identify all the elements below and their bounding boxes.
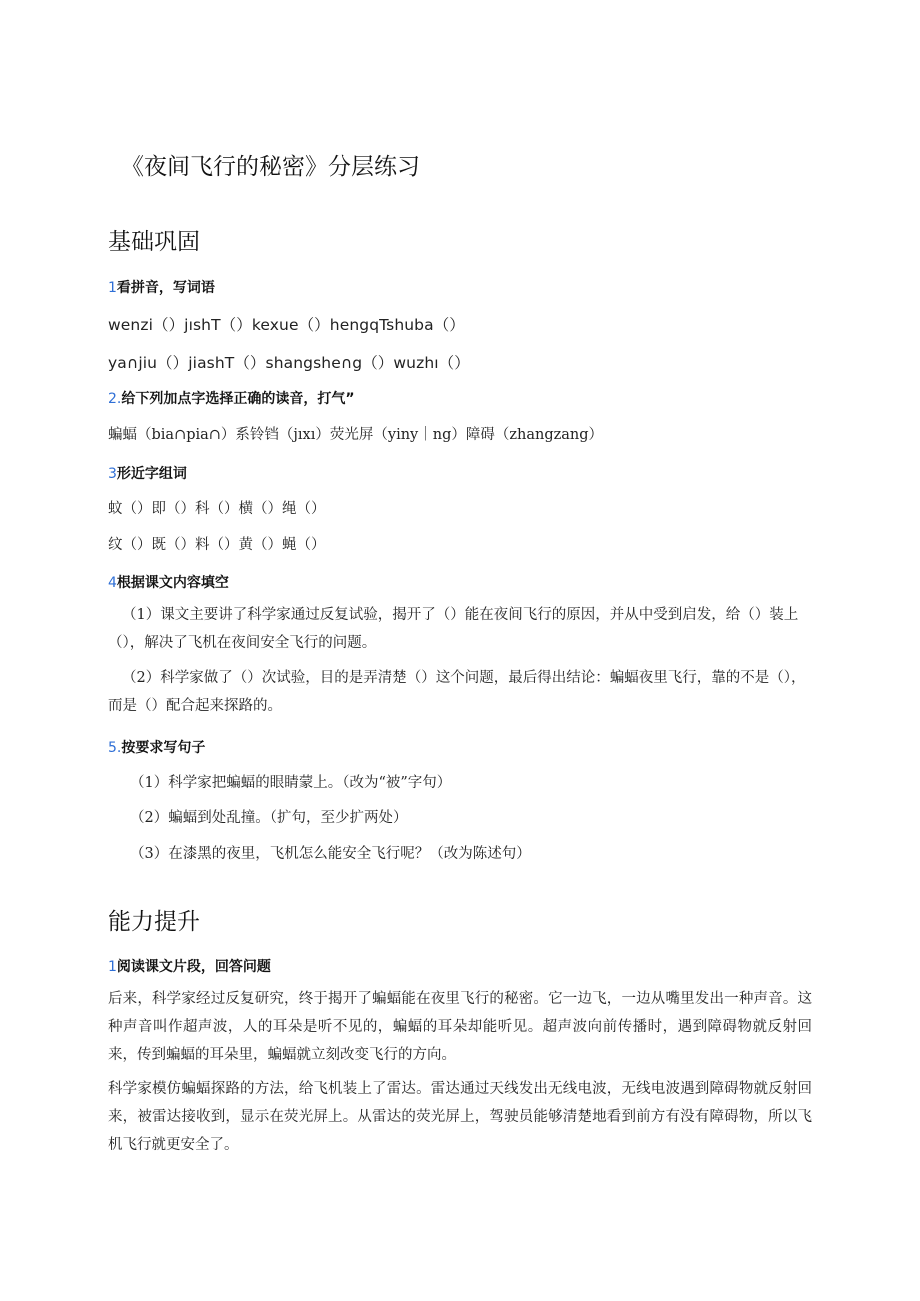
question-number: 1 <box>108 280 117 296</box>
question-3-heading <box>108 463 187 483</box>
question-2-heading <box>108 388 355 408</box>
question-number: 5. <box>108 740 122 756</box>
question-label: 给下列加点字选择正确的读音，打气” <box>121 391 355 407</box>
question-1-heading <box>108 277 215 297</box>
section-title-advanced: 能力提升 <box>108 909 200 935</box>
question-label: 阅读课文片段，回答问题 <box>116 959 271 975</box>
reading-paragraph-2: 科学家模仿蝙蝠探路的方法，给飞机装上了雷达。雷达通过天线发出无线电波，无线电波遇到障碍物就反射回来，被雷达接收到，显示在荧光屏上。从雷达的荧光屏上，驾驶员能够清楚地看到前方有没有障碍物，所以飞机飞行就更安全了。 <box>108 1081 812 1153</box>
fill-blank-item-2: （2）科学家做了（）次试验，目的是弄清楚（）这个问题，最后得出结论：蝙蝠夜里飞行，靠的不是（），而是（）配合起来探路的。 <box>108 670 806 714</box>
question-number: 1 <box>108 959 117 975</box>
char-group-line-1: 蚊（）即（）科（）横（）绳（） <box>108 501 326 517</box>
page-title: 《夜间飞行的秘密》分层练习 <box>121 154 420 180</box>
pinyin-line-2: ya∩jiu（）jiashT（）shangshe∩g（）wuzhı（） <box>108 354 470 372</box>
sentence-task-2: （2）蝙蝠到处乱撞。（扩句，至少扩两处） <box>130 810 408 826</box>
reading-paragraph-1: 后来，科学家经过反复研究，终于揭开了蝙蝠能在夜里飞行的秘密。它一边飞，一边从嘴里发出一种声音。这种声音叫作超声波，人的耳朵是听不见的，蝙蝠的耳朵却能听见。超声波向前传播时，遇到障碍物就反射回来，传到蝙蝠的耳朵里，蝙蝠就立刻改变飞行的方向。 <box>108 991 812 1063</box>
question-label: 形近字组词 <box>116 466 187 482</box>
question-5-heading <box>108 737 205 757</box>
fill-blank-item-1: （1）课文主要讲了科学家通过反复试验，揭开了（）能在夜间飞行的原因，并从中受到启发，给（）装上（），解决了飞机在夜间安全飞行的问题。 <box>108 607 799 651</box>
sentence-task-1: （1）科学家把蝙蝠的眼睛蒙上。（改为“被”字句） <box>130 775 452 791</box>
char-group-line-2: 纹（）既（）料（）黄（）蝇（） <box>108 537 326 553</box>
question-number: 4 <box>108 575 117 591</box>
pinyin-line-1: wenzi（）jıshT（）kexue（）hengqTshuba（） <box>108 316 465 334</box>
question-number: 2. <box>108 391 122 407</box>
reading-question-heading <box>108 956 271 976</box>
section-title-basic: 基础巩固 <box>108 229 200 255</box>
question-4-heading <box>108 572 229 592</box>
question-label: 看拼音，写词语 <box>116 280 215 296</box>
question-number: 3 <box>108 466 117 482</box>
pronunciation-line: 蝙蝠（bia∩pia∩）系铃铛（jıxı）荧光屏（yiny｜ng）障碍（zhangzang） <box>108 427 604 443</box>
question-label: 按要求写句子 <box>121 740 206 756</box>
question-label: 根据课文内容填空 <box>116 575 229 591</box>
sentence-task-3: （3）在漆黑的夜里，飞机怎么能安全飞行呢？（改为陈述句） <box>130 846 531 862</box>
